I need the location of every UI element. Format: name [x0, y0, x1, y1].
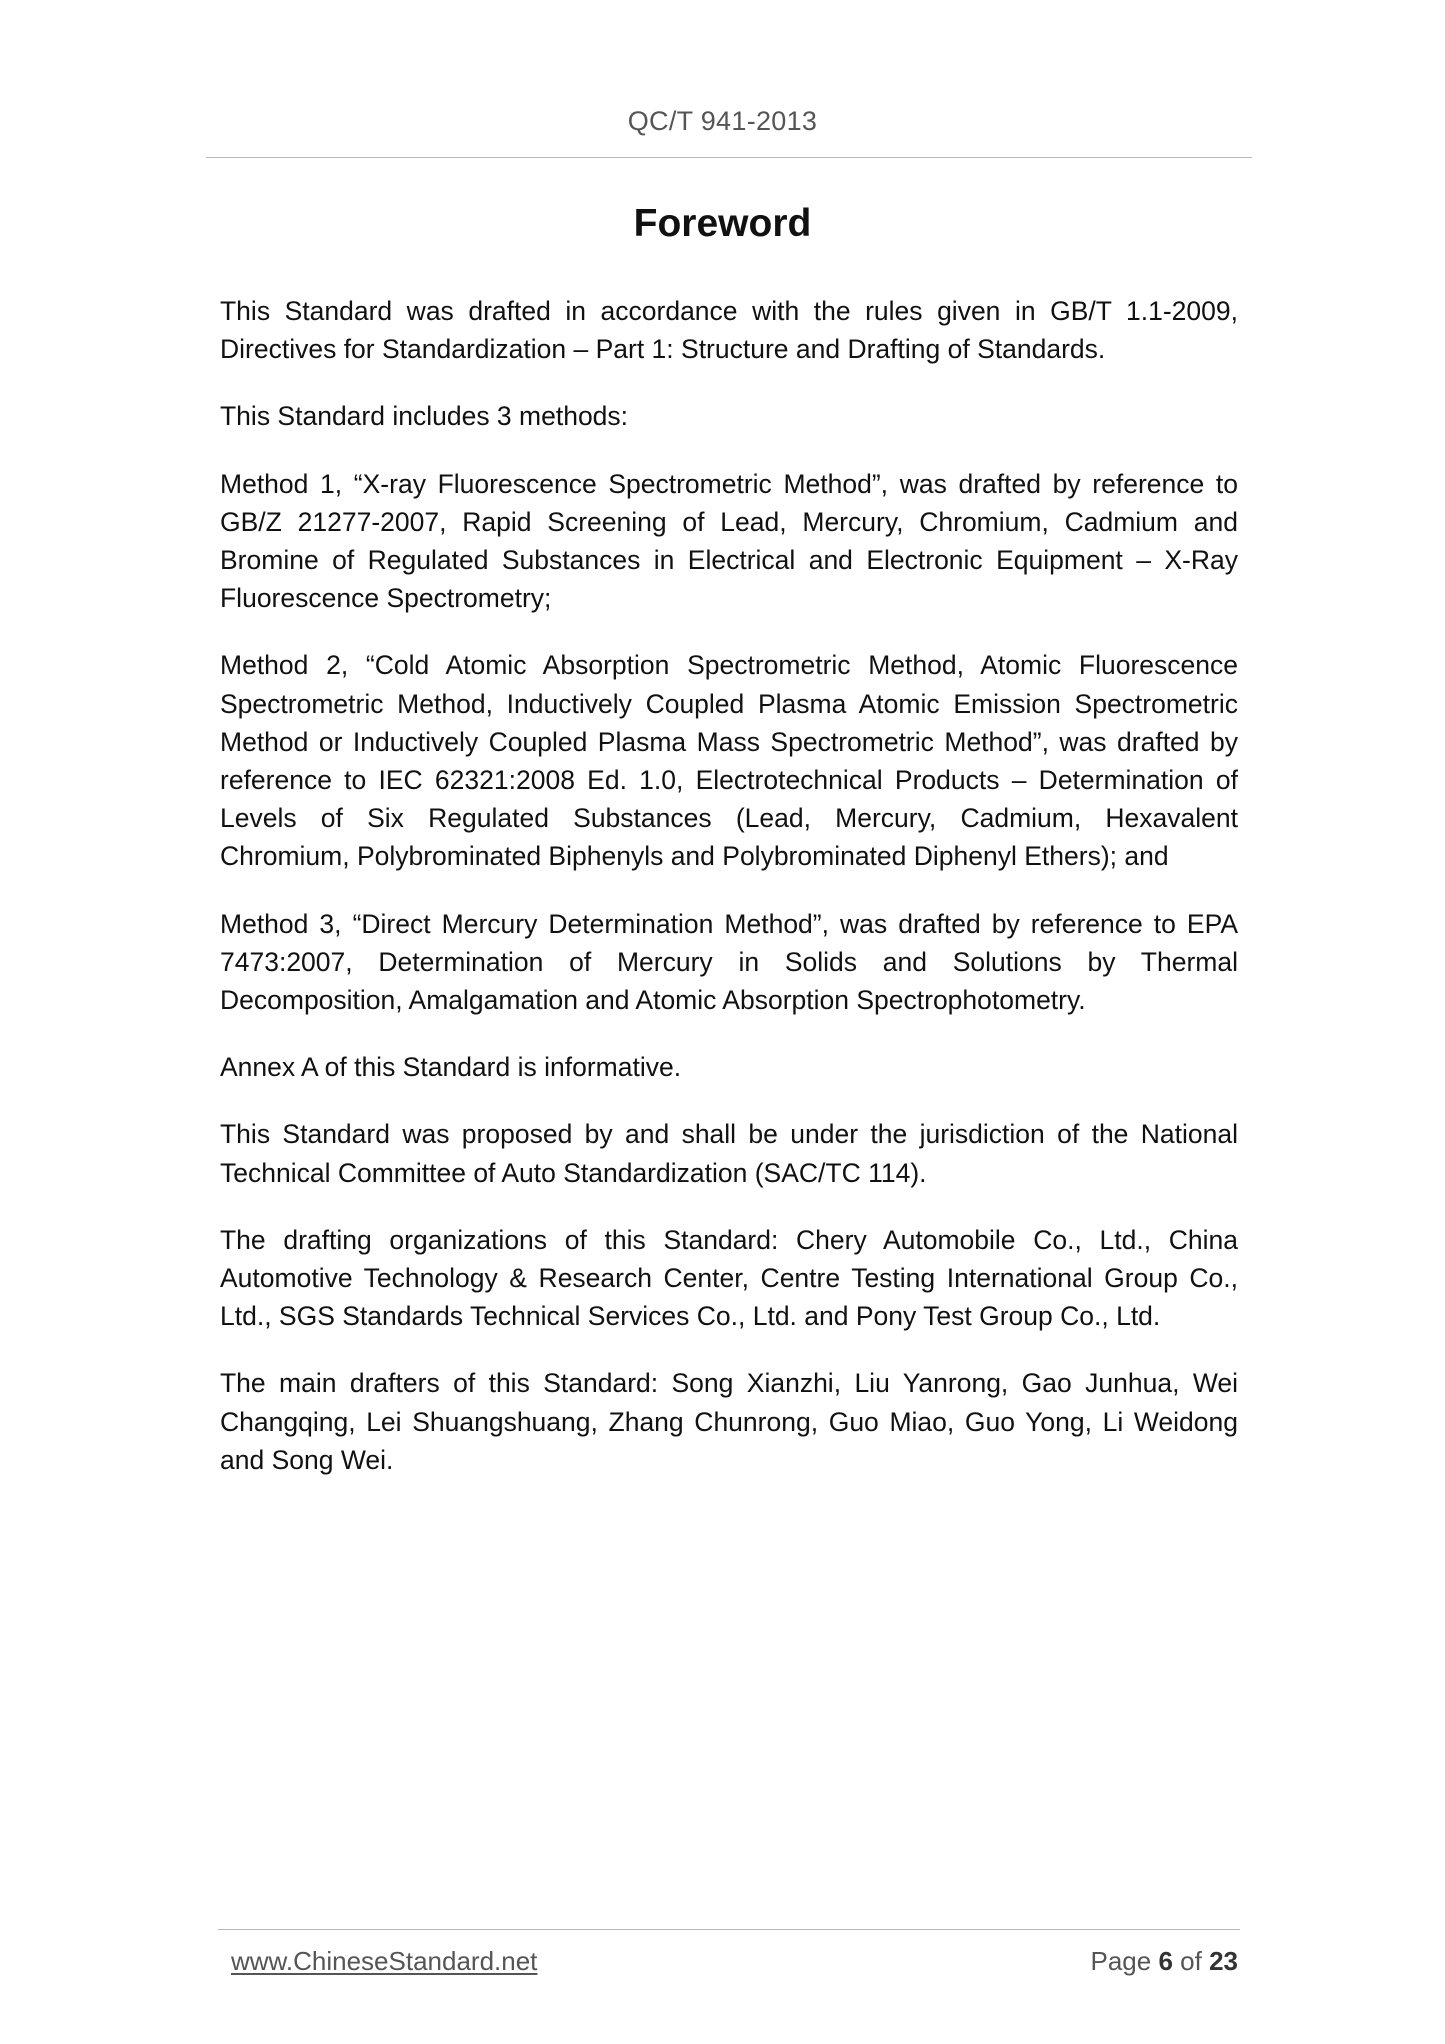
paragraph-main-drafters: The main drafters of this Standard: Song Xianzhi, Liu Yanrong, Gao Junhua, Wei Changqing, Lei Shuangshuang, Zhang Chunrong, Guo Miao, Guo Yong, Li Weidong and Song Wei.: [220, 1368, 1238, 1475]
paragraph-methods-intro: This Standard includes 3 methods:: [220, 401, 629, 432]
paragraph-method-1: Method 1, “X-ray Fluorescence Spectrometric Method”, was drafted by reference to GB/Z 21277-2007, Rapid Screening of Lead, Mercury, Chromium, Cadmium and Bromine of Regulated Substances in Electrical and Electronic Equipment – X-Ray Fluorescence Spectrometry;: [220, 468, 1238, 614]
paragraph-drafting-organizations: The drafting organizations of this Standard: Chery Automobile Co., Ltd., China Automotive Technology & Research Center, Centre Testing International Group Co., Ltd., SGS Standards Technical Services Co., Ltd. and Pony Test Group Co., Ltd.: [220, 1224, 1238, 1332]
paragraph-method-2: Method 2, “Cold Atomic Absorption Spectrometric Method, Atomic Fluorescence Spectrometric Method, Inductively Coupled Plasma Atomic Emission Spectrometric Method or Inductively Coupled Plasma Mass Spectrometric Method”, was drafted by reference to IEC 62321:2008 Ed. 1.0, Electrotechnical Products – Determination of Levels of Six Regulated Substances (Lead, Mercury, Cadmium, Hexavalent Chromium, Polybrominated Biphenyls and Polybrominated Diphenyl Ethers); and: [220, 650, 1238, 872]
header-divider: [206, 157, 1252, 158]
paragraph-drafting-rules: This Standard was drafted in accordance with the rules given in GB/T 1.1-2009, Directives for Standardization – Part 1: Structure and Drafting of Standards.: [220, 296, 1238, 365]
paragraph-method-3: Method 3, “Direct Mercury Determination Method”, was drafted by reference to EPA 7473:2007, Determination of Mercury in Solids and Solutions by Thermal Decomposition, Amalgamation and Atomic Absorption Spectrophotometry.: [220, 908, 1238, 1016]
page-of: of: [1180, 1946, 1202, 1976]
page-prefix: Page: [1090, 1946, 1152, 1976]
current-page: 6: [1158, 1946, 1173, 1976]
total-pages: 23: [1209, 1946, 1238, 1976]
document-code-header: QC/T 941-2013: [627, 106, 818, 136]
foreword-body: [220, 292, 1238, 1508]
footer-divider: [218, 1929, 1240, 1930]
paragraph-jurisdiction: This Standard was proposed by and shall be under the jurisdiction of the National Technical Committee of Auto Standardization (SAC/TC 114).: [220, 1119, 1238, 1188]
paragraph-annex: Annex A of this Standard is informative.: [220, 1052, 682, 1083]
page-title: Foreword: [633, 202, 812, 245]
page-number: [1090, 1946, 1238, 1977]
website-link[interactable]: www.ChineseStandard.net: [231, 1946, 538, 1976]
